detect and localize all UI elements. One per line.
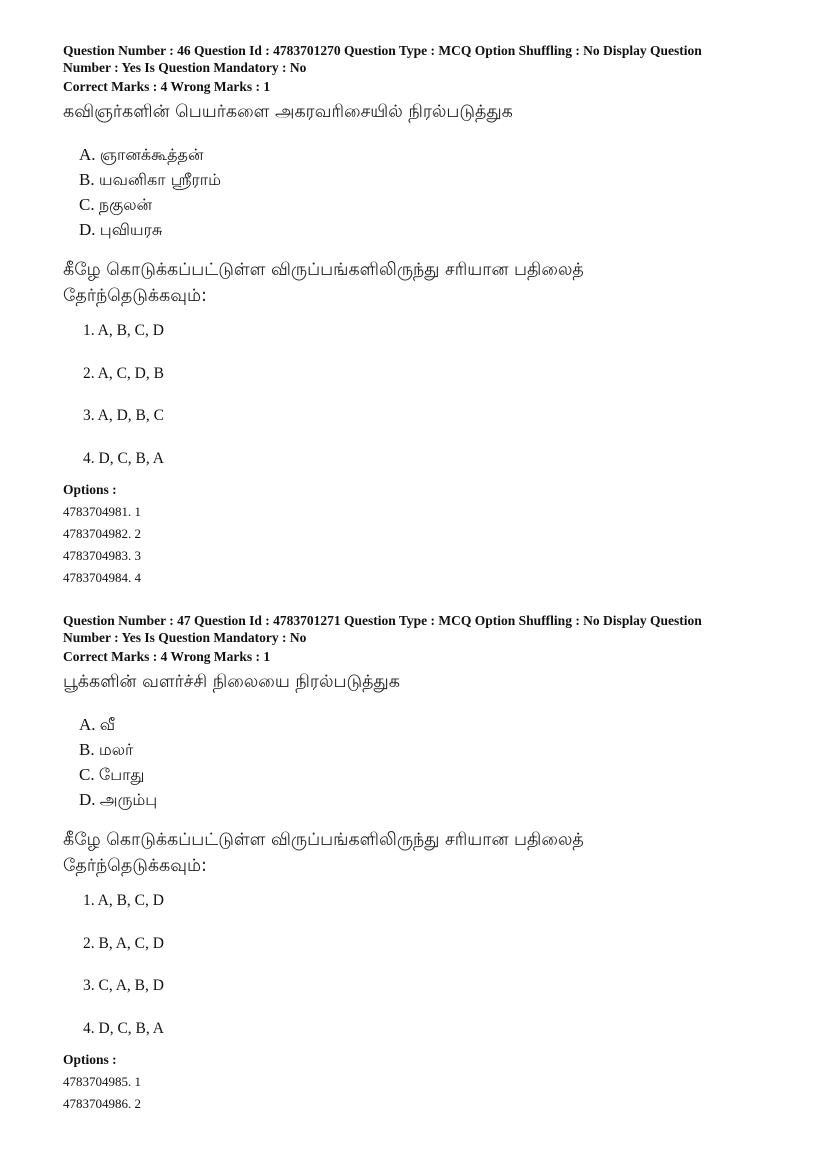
item-list — [79, 712, 783, 812]
item-label: A. — [79, 145, 96, 164]
list-item — [79, 167, 783, 192]
list-item — [79, 762, 783, 787]
item-text: மலர் — [98, 740, 134, 759]
answer-choice: 2. B, A, C, D — [83, 934, 164, 952]
options-heading: Options : — [63, 482, 117, 497]
item-text: ஞானக்கூத்தன் — [99, 145, 204, 164]
item-label: B. — [79, 170, 95, 189]
marks-info: Correct Marks : 4 Wrong Marks : 1 — [63, 649, 271, 664]
item-text: அரும்பு — [99, 790, 158, 809]
item-text: யவனிகா ஸ்ரீராம் — [98, 170, 222, 189]
item-label: D. — [79, 790, 96, 809]
option-id: 4783704986. 2 — [63, 1096, 141, 1111]
option-id: 4783704983. 3 — [63, 548, 141, 563]
list-item — [79, 192, 783, 217]
question-header-line-1: Question Number : 47 Question Id : 4783701271 Question Type : MCQ Option Shuffling : No Display Question — [63, 613, 702, 628]
list-item — [79, 737, 783, 762]
item-list — [79, 142, 783, 242]
list-item — [79, 142, 783, 167]
answer-choice: 4. D, C, B, A — [83, 449, 164, 467]
question-block-47 — [63, 612, 783, 1115]
answer-choices — [83, 891, 783, 1061]
list-item — [79, 787, 783, 812]
instruction-line-2: தேர்ந்தெடுக்கவும்: — [63, 286, 207, 306]
question-header-line-2: Number : Yes Is Question Mandatory : No — [63, 60, 307, 75]
question-header — [63, 612, 783, 646]
answer-choices — [83, 321, 783, 491]
options-list — [63, 501, 783, 589]
question-text: கவிஞர்களின் பெயர்களை அகரவரிசையில் நிரல்படுத்துக — [63, 102, 513, 122]
list-item — [79, 217, 783, 242]
instruction-line-2: தேர்ந்தெடுக்கவும்: — [63, 856, 207, 876]
item-text: புவியரசு — [99, 220, 163, 239]
options-list — [63, 1071, 783, 1115]
item-label: A. — [79, 715, 96, 734]
answer-choice: 3. C, A, B, D — [83, 977, 164, 994]
item-text: போது — [98, 765, 145, 784]
option-id: 4783704984. 4 — [63, 570, 141, 585]
question-block-46 — [63, 42, 783, 589]
question-header — [63, 42, 783, 76]
answer-choice: 4. D, C, B, A — [83, 1019, 164, 1037]
answer-choice: 3. A, D, B, C — [83, 407, 164, 424]
item-text: வீ — [99, 715, 116, 734]
instruction-line-1: கீழே கொடுக்கப்பட்டுள்ள விருப்பங்களிலிருந்து சரியான பதிலைத் — [63, 260, 584, 280]
item-label: B. — [79, 740, 95, 759]
option-id: 4783704982. 2 — [63, 526, 141, 541]
list-item — [79, 712, 783, 737]
question-header-line-1: Question Number : 46 Question Id : 4783701270 Question Type : MCQ Option Shuffling : No Display Question — [63, 43, 702, 58]
item-label: C. — [79, 195, 95, 214]
instruction-text — [63, 257, 783, 309]
item-label: D. — [79, 220, 96, 239]
item-label: C. — [79, 765, 95, 784]
item-text: நகுலன் — [98, 195, 153, 214]
option-id: 4783704985. 1 — [63, 1074, 141, 1089]
question-header-line-2: Number : Yes Is Question Mandatory : No — [63, 630, 307, 645]
marks-info: Correct Marks : 4 Wrong Marks : 1 — [63, 79, 271, 94]
answer-choice: 1. A, B, C, D — [83, 322, 164, 339]
answer-choice: 2. A, C, D, B — [83, 364, 164, 382]
option-id: 4783704981. 1 — [63, 504, 141, 519]
answer-choice: 1. A, B, C, D — [83, 892, 164, 909]
instruction-line-1: கீழே கொடுக்கப்பட்டுள்ள விருப்பங்களிலிருந்து சரியான பதிலைத் — [63, 830, 584, 850]
question-text: பூக்களின் வளர்ச்சி நிலையை நிரல்படுத்துக — [63, 672, 400, 692]
options-heading: Options : — [63, 1052, 117, 1067]
instruction-text — [63, 827, 783, 879]
